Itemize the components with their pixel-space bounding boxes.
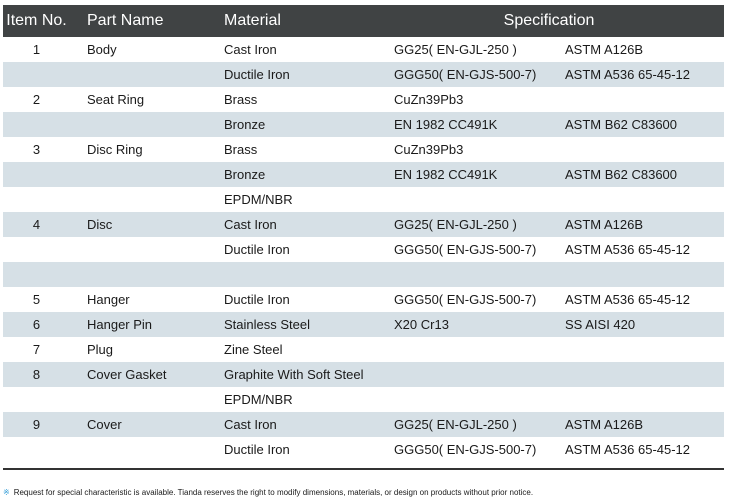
cell-item-no (3, 237, 70, 262)
cell-spec-astm (558, 362, 724, 387)
cell-part-name (70, 162, 209, 187)
cell-spec-en (374, 362, 558, 387)
cell-part-name: Seat Ring (87, 92, 145, 107)
cell-material: Ductile Iron (224, 292, 290, 307)
table-row (3, 237, 724, 262)
table-row (3, 187, 724, 212)
cell-spec-en (374, 262, 558, 287)
cell-item-no: 9 (32, 417, 41, 432)
cell-spec-astm: ASTM A536 65-45-12 (565, 442, 691, 457)
cell-part-name (70, 187, 209, 212)
cell-item-no: 3 (32, 142, 41, 157)
table-body (3, 37, 724, 462)
cell-spec-en (374, 187, 558, 212)
cell-item-no: 1 (32, 42, 41, 57)
cell-material: Ductile Iron (224, 442, 290, 457)
parts-material-table (3, 5, 724, 462)
cell-part-name: Hanger Pin (87, 317, 153, 332)
cell-material: Brass (224, 92, 258, 107)
cell-part-name: Cover (87, 417, 122, 432)
table-row (3, 262, 724, 287)
cell-item-no: 4 (32, 217, 41, 232)
cell-spec-en: GGG50( EN-GJS-500-7) (394, 242, 537, 257)
cell-spec-astm (558, 87, 724, 112)
cell-part-name: Cover Gasket (87, 367, 167, 382)
cell-spec-astm: ASTM A536 65-45-12 (565, 292, 691, 307)
cell-spec-astm: ASTM A536 65-45-12 (565, 67, 691, 82)
table-row (3, 412, 724, 437)
header-part-name: Part Name (87, 12, 164, 29)
table-row (3, 37, 724, 62)
cell-material: Ductile Iron (224, 67, 290, 82)
cell-spec-astm: ASTM A126B (565, 42, 644, 57)
table-row (3, 312, 724, 337)
cell-material: Cast Iron (224, 42, 277, 57)
cell-spec-en (374, 337, 558, 362)
table-header-row (3, 5, 724, 37)
table-row (3, 212, 724, 237)
cell-material: Bronze (224, 167, 266, 182)
table-row (3, 62, 724, 87)
cell-item-no: 7 (32, 342, 41, 357)
header-material: Material (224, 12, 281, 29)
cell-material: EPDM/NBR (224, 192, 293, 207)
cell-item-no: 5 (32, 292, 41, 307)
cell-item-no (3, 387, 70, 412)
cell-material: EPDM/NBR (224, 392, 293, 407)
cell-spec-en: CuZn39Pb3 (394, 142, 464, 157)
cell-item-no (3, 162, 70, 187)
cell-spec-astm: ASTM B62 C83600 (565, 167, 678, 182)
cell-spec-astm (558, 387, 724, 412)
cell-spec-en: EN 1982 CC491K (394, 167, 498, 182)
cell-item-no: 8 (32, 367, 41, 382)
cell-material: Cast Iron (224, 417, 277, 432)
cell-material: Brass (224, 142, 258, 157)
cell-part-name: Body (87, 42, 117, 57)
parts-table-container (3, 5, 724, 462)
cell-part-name: Disc (87, 217, 113, 232)
cell-material: Zine Steel (224, 342, 283, 357)
cell-spec-astm (558, 262, 724, 287)
cell-material: Bronze (224, 117, 266, 132)
cell-spec-astm: SS AISI 420 (565, 317, 636, 332)
cell-part-name (70, 387, 209, 412)
cell-item-no (3, 187, 70, 212)
cell-spec-en (374, 387, 558, 412)
cell-spec-astm (558, 337, 724, 362)
cell-spec-astm: ASTM A536 65-45-12 (565, 242, 691, 257)
asterisk-note-icon: ※ (3, 488, 10, 497)
cell-part-name (70, 237, 209, 262)
cell-spec-astm (558, 137, 724, 162)
cell-spec-en: GG25( EN-GJL-250 ) (394, 417, 517, 432)
table-row (3, 362, 724, 387)
cell-material: Stainless Steel (224, 317, 310, 332)
table-row (3, 387, 724, 412)
cell-item-no (3, 112, 70, 137)
cell-item-no (3, 437, 70, 462)
cell-spec-astm: ASTM A126B (565, 217, 644, 232)
cell-part-name (70, 62, 209, 87)
cell-part-name (70, 262, 209, 287)
cell-material: Ductile Iron (224, 242, 290, 257)
cell-spec-en: X20 Cr13 (394, 317, 449, 332)
table-row (3, 437, 724, 462)
table-row (3, 337, 724, 362)
cell-spec-astm (558, 187, 724, 212)
table-row (3, 87, 724, 112)
cell-material (209, 262, 374, 287)
cell-part-name: Disc Ring (87, 142, 143, 157)
table-bottom-rule (3, 468, 724, 470)
footnote-text: Request for special characteristic is available. Tianda reserves the right to modify dimensions, materials, or design on products without prior notice. (13, 488, 534, 497)
cell-material: Cast Iron (224, 217, 277, 232)
header-specification: Specification (503, 12, 595, 29)
cell-spec-en: EN 1982 CC491K (394, 117, 498, 132)
footnote (3, 488, 533, 497)
cell-item-no: 6 (32, 317, 41, 332)
cell-part-name (70, 437, 209, 462)
header-item-no: Item No. (6, 12, 67, 29)
cell-item-no (3, 62, 70, 87)
cell-item-no (3, 262, 70, 287)
cell-part-name: Hanger (87, 292, 130, 307)
table-row (3, 137, 724, 162)
table-row (3, 287, 724, 312)
cell-spec-astm: ASTM A126B (565, 417, 644, 432)
cell-part-name: Plug (87, 342, 114, 357)
cell-spec-en: GG25( EN-GJL-250 ) (394, 42, 517, 57)
table-row (3, 112, 724, 137)
cell-spec-en: GGG50( EN-GJS-500-7) (394, 67, 537, 82)
cell-spec-en: CuZn39Pb3 (394, 92, 464, 107)
cell-spec-en: GG25( EN-GJL-250 ) (394, 217, 517, 232)
cell-spec-en: GGG50( EN-GJS-500-7) (394, 292, 537, 307)
cell-material: Graphite With Soft Steel (224, 367, 364, 382)
table-row (3, 162, 724, 187)
cell-item-no: 2 (32, 92, 41, 107)
cell-spec-en: GGG50( EN-GJS-500-7) (394, 442, 537, 457)
cell-spec-astm: ASTM B62 C83600 (565, 117, 678, 132)
cell-part-name (70, 112, 209, 137)
